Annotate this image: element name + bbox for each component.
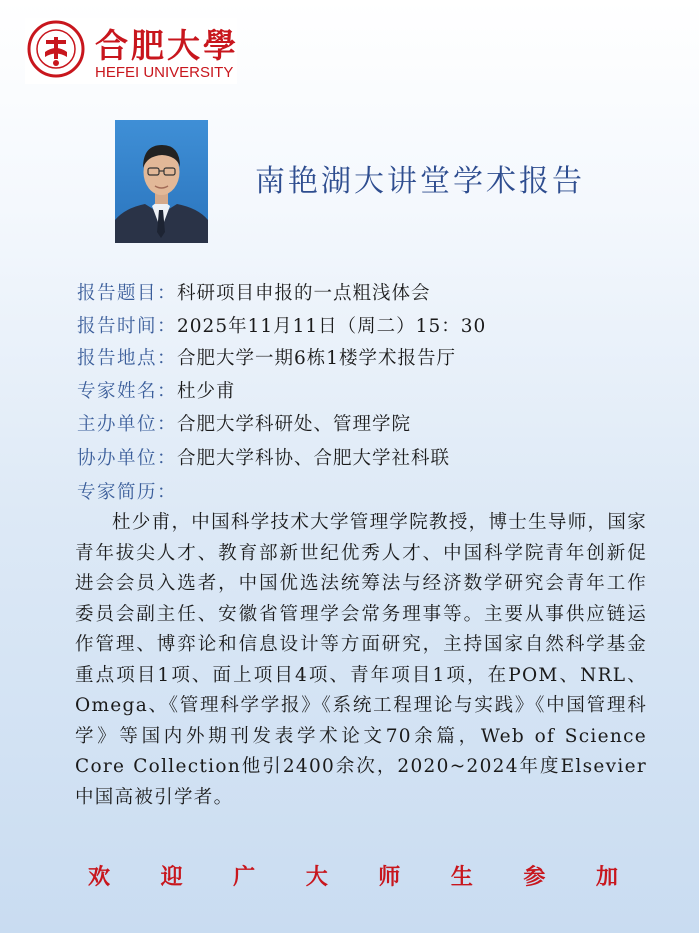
logo-chinese-name: 合肥大學 [95,26,239,65]
info-row-time [77,312,486,342]
welcome-char: 师 [378,864,401,890]
info-row-topic [77,279,431,309]
info-row-speaker [77,377,236,407]
info-value: 科研项目申报的一点粗浅体会 [177,283,431,304]
logo-english-name: HEFEI UNIVERSITY [95,64,234,81]
info-label: 协办单位： [77,448,178,469]
info-row-host [77,410,411,440]
info-label: 主办单位： [77,414,178,435]
info-label: 报告时间： [77,316,178,337]
welcome-char: 欢 [88,864,111,890]
university-seal-icon [27,20,85,78]
info-value: 杜少甫 [177,381,236,402]
speaker-bio: 杜少甫，中国科学技术大学管理学院教授，博士生导师，国家青年拔尖人才、教育部新世纪优秀人才、中国科学院青年创新促进会会员入选者，中国优选法统筹法与经济数学研究会青年工作委员会副主任、安徽省管理学会常务理事等。主要从事供应链运作管理、博弈论和信息设计等方面研究，主持国家自然科学基金重点项目1项、面上项目4项、青年项目1项，在POM、NRL、Omega、《管理科学学报》《系统工程理论与实践》《中国管理科学》等国内外期刊发表学术论文70余篇，Web of Science Core Collection他引2400余次，2020~2024年度Elsevier中国高被引学者。 [75,512,647,808]
info-label: 专家姓名： [77,381,178,402]
speaker-photo [115,120,208,243]
welcome-char: 迎 [160,864,183,890]
info-value: 合肥大学科协、合肥大学社科联 [177,448,451,469]
info-label: 报告题目： [77,283,178,304]
welcome-char: 加 [595,864,618,890]
welcome-char: 大 [305,864,328,890]
info-label: 专家简历： [77,482,178,503]
page-title: 南艳湖大讲堂学术报告 [255,164,585,199]
info-value: 2025年11月11日（周二）15：30 [177,316,487,337]
info-row-bio-heading [77,478,177,508]
welcome-char: 参 [523,864,546,890]
info-row-co-host [77,444,450,474]
info-value: 合肥大学一期6栋1楼学术报告厅 [177,348,457,369]
welcome-char: 广 [233,864,256,890]
info-value: 合肥大学科研处、管理学院 [177,414,412,435]
welcome-banner [88,860,618,891]
info-label: 报告地点： [77,348,178,369]
university-logo [25,18,237,84]
welcome-char: 生 [450,864,473,890]
info-row-location [77,344,456,374]
